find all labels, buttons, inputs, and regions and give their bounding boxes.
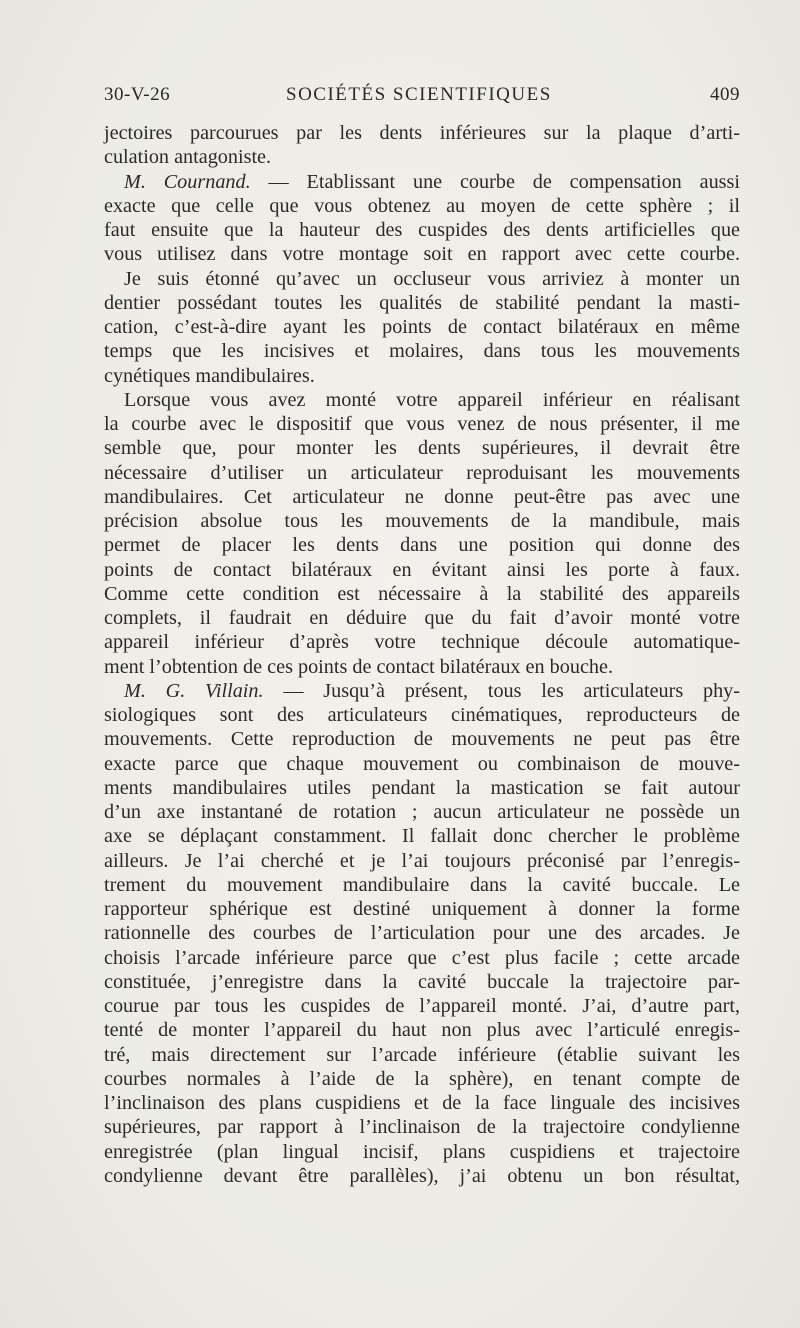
line-text: culation antagoniste. bbox=[104, 146, 272, 169]
line-text: temps que les incisives et molaires, dans tous les mouvements bbox=[104, 340, 740, 363]
text-line bbox=[104, 412, 740, 436]
line-text: tenté de monter l’appareil du haut non plus avec l’articulé enregis- bbox=[104, 1019, 740, 1042]
text-line bbox=[104, 1043, 740, 1067]
line-text: faut ensuite que la hauteur des cuspides des dents artificielles que bbox=[104, 219, 740, 241]
issue-date: 30-V-26 bbox=[104, 84, 171, 105]
line-text: nécessaire d’utiliser un articulateur reproduisant les mouvements bbox=[104, 461, 740, 484]
line-text: trement du mouvement mandibulaire dans la cavité buccale. Le bbox=[104, 873, 740, 896]
text-line bbox=[104, 703, 740, 727]
line-text: complets, il faudrait en déduire que du fait d’avoir monté votre bbox=[104, 607, 740, 629]
text-line bbox=[104, 242, 740, 266]
line-text: semble que, pour monter les dents supérieures, il devrait être bbox=[104, 437, 740, 460]
line-text: appareil inférieur d’après votre technique découle automatique- bbox=[104, 631, 740, 654]
line-text: cation, c’est-à-dire ayant les points de contact bilatéraux en même bbox=[104, 316, 740, 338]
text-line bbox=[104, 606, 740, 630]
line-text: courbes normales à l’aide de la sphère), en tenant compte de bbox=[104, 1067, 740, 1090]
line-text: ments mandibulaires utiles pendant la mastication se fait autour bbox=[104, 776, 740, 799]
text-line bbox=[104, 291, 740, 315]
line-text: constituée, j’enregistre dans la cavité buccale la trajectoire par- bbox=[104, 970, 740, 993]
speaker-name: M. Cournand. bbox=[124, 170, 251, 193]
text-line bbox=[104, 970, 740, 994]
text-line bbox=[104, 509, 740, 533]
text-line bbox=[104, 218, 740, 242]
line-text: mandibulaires. Cet articulateur ne donne peut-être pas avec une bbox=[104, 485, 740, 508]
line-text: — Jusqu’à présent, tous les articulateurs phy- bbox=[263, 679, 740, 702]
text-line bbox=[104, 1140, 740, 1164]
line-text: — Etablissant une courbe de compensation aussi bbox=[250, 170, 741, 193]
line-text: enregistrée (plan lingual incisif, plans cuspidiens et trajectoire bbox=[104, 1140, 740, 1163]
text-line bbox=[104, 461, 740, 485]
text-line bbox=[104, 679, 740, 703]
line-text: tré, mais directement sur l’arcade inférieure (établie suivant les bbox=[104, 1043, 740, 1066]
line-text: jectoires parcourues par les dents inférieures sur la plaque d’arti- bbox=[104, 122, 740, 144]
text-line bbox=[104, 873, 740, 897]
line-text: permet de placer les dents dans une position qui donne des bbox=[104, 534, 740, 557]
line-text: condylienne devant être parallèles), j’ai obtenu un bon résultat, bbox=[104, 1164, 740, 1187]
line-text: exacte que celle que vous obtenez au moyen de cette sphère ; il bbox=[104, 194, 740, 217]
line-text: vous utilisez dans votre montage soit en rapport avec cette courbe. bbox=[104, 243, 740, 266]
text-line bbox=[104, 1067, 740, 1091]
text-line bbox=[104, 339, 740, 363]
line-text: ailleurs. Je l’ai cherché et je l’ai toujours préconisé par l’enregis- bbox=[104, 849, 740, 872]
running-head bbox=[104, 84, 740, 114]
text-line bbox=[104, 145, 740, 169]
text-line bbox=[104, 1091, 740, 1115]
line-text: axe se déplaçant constamment. Il fallait donc chercher le problème bbox=[104, 825, 740, 848]
text-line bbox=[104, 533, 740, 557]
text-line bbox=[104, 1115, 740, 1139]
text-line bbox=[104, 776, 740, 800]
text-line bbox=[104, 582, 740, 606]
text-line bbox=[104, 727, 740, 751]
text-line bbox=[104, 1164, 740, 1188]
line-text: mouvements. Cette reproduction de mouvements ne peut pas être bbox=[104, 728, 740, 751]
page-number: 409 bbox=[710, 84, 740, 105]
speaker-name: M. G. Villain. bbox=[124, 679, 264, 702]
line-text: ment l’obtention de ces points de contact bilatéraux en bouche. bbox=[104, 655, 614, 678]
body-text bbox=[104, 121, 740, 1188]
line-text: rationnelle des courbes de l’articulation pour une des arcades. Je bbox=[104, 922, 740, 945]
line-text: d’un axe instantané de rotation ; aucun articulateur ne possède un bbox=[104, 801, 740, 823]
line-text: Lorsque vous avez monté votre appareil inférieur en réalisant bbox=[124, 388, 740, 411]
line-text: siologiques sont des articulateurs cinématiques, reproducteurs de bbox=[104, 704, 740, 726]
text-line bbox=[104, 315, 740, 339]
text-line bbox=[104, 994, 740, 1018]
text-line bbox=[104, 630, 740, 654]
text-line bbox=[104, 921, 740, 945]
text-line bbox=[104, 824, 740, 848]
text-line bbox=[104, 194, 740, 218]
line-text: rapporteur sphérique est destiné uniquement à donner la forme bbox=[104, 898, 740, 920]
text-line bbox=[104, 946, 740, 970]
text-line bbox=[104, 388, 740, 412]
text-line bbox=[104, 1018, 740, 1042]
line-text: Comme cette condition est nécessaire à la stabilité des appareils bbox=[104, 582, 740, 605]
line-text: exacte parce que chaque mouvement ou combinaison de mouve- bbox=[104, 752, 740, 775]
line-text: cynétiques mandibulaires. bbox=[104, 364, 315, 387]
text-line bbox=[104, 849, 740, 873]
line-text: courue par tous les cuspides de l’appareil monté. J’ai, d’autre part, bbox=[104, 995, 740, 1017]
text-line bbox=[104, 655, 740, 679]
text-line bbox=[104, 267, 740, 291]
section-title: SOCIÉTÉS SCIENTIFIQUES bbox=[286, 84, 552, 105]
line-text: supérieures, par rapport à l’inclinaison de la trajectoire condylienne bbox=[104, 1116, 740, 1139]
line-text: choisis l’arcade inférieure parce que c’est plus facile ; cette arcade bbox=[104, 946, 740, 969]
text-line bbox=[104, 558, 740, 582]
text-line bbox=[104, 121, 740, 145]
text-line bbox=[104, 364, 740, 388]
line-text: points de contact bilatéraux en évitant ainsi les porte à faux. bbox=[104, 558, 740, 581]
line-text: la courbe avec le dispositif que vous venez de nous présenter, il me bbox=[104, 413, 740, 435]
line-text: Je suis étonné qu’avec un occluseur vous arriviez à monter un bbox=[124, 267, 740, 290]
line-text: précision absolue tous les mouvements de la mandibule, mais bbox=[104, 510, 740, 532]
text-line bbox=[104, 436, 740, 460]
line-text: dentier possédant toutes les qualités de stabilité pendant la masti- bbox=[104, 291, 740, 314]
text-line bbox=[104, 170, 740, 194]
text-line bbox=[104, 897, 740, 921]
line-text: l’inclinaison des plans cuspidiens et de la face linguale des incisives bbox=[104, 1092, 740, 1114]
text-line bbox=[104, 485, 740, 509]
text-line bbox=[104, 752, 740, 776]
text-line bbox=[104, 800, 740, 824]
